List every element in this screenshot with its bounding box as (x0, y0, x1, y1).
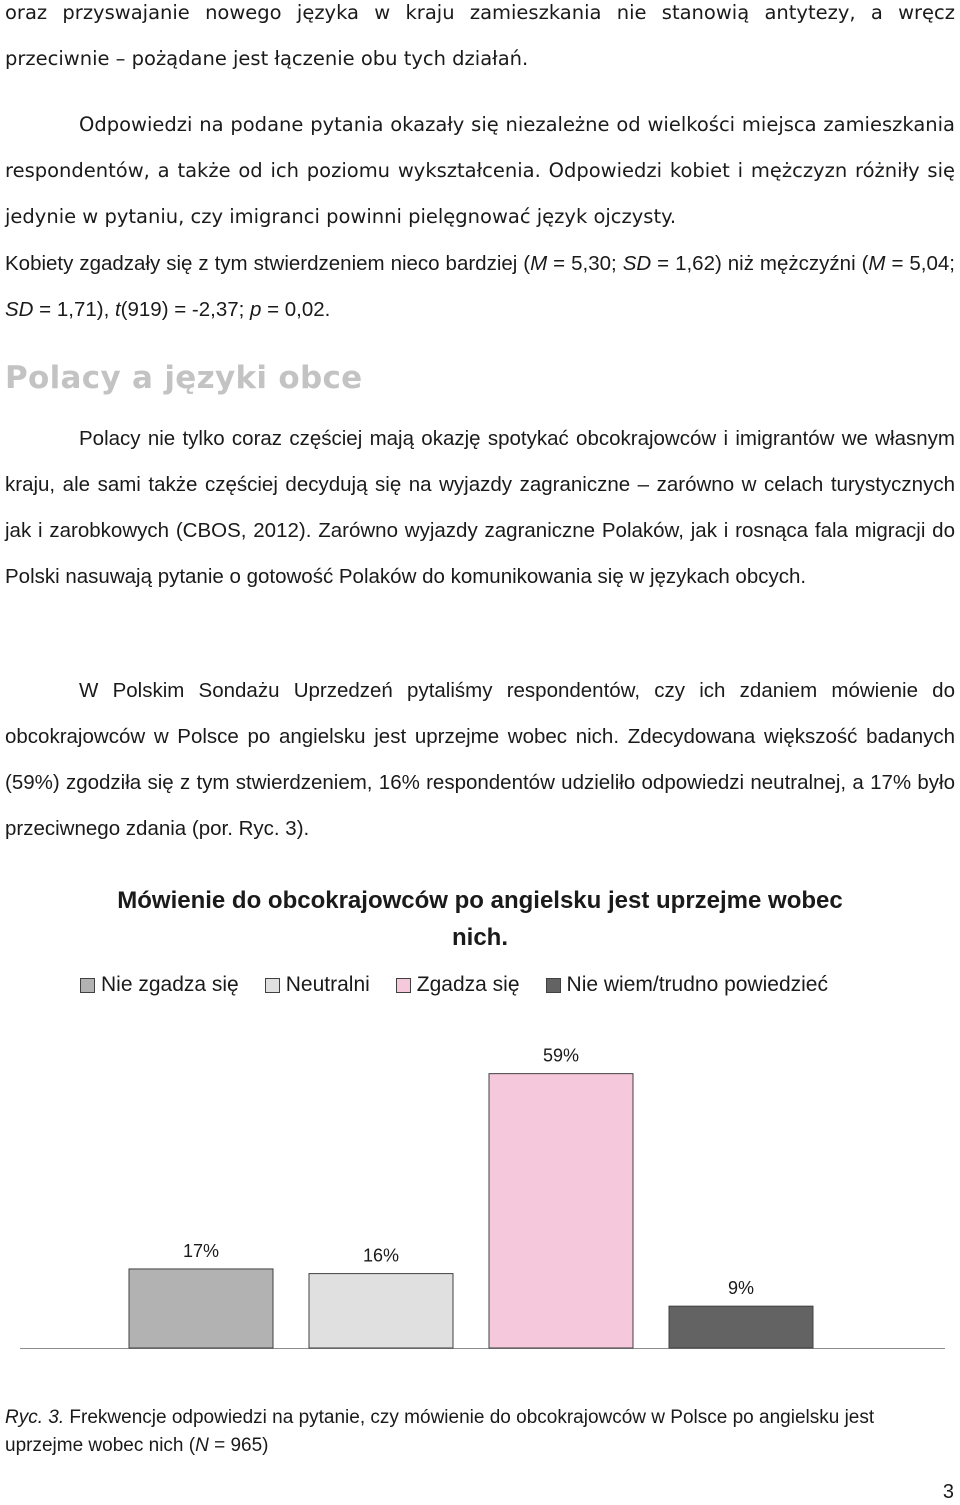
caption-n-symbol: N (195, 1435, 209, 1456)
legend-label-dont-know: Nie wiem/trudno powiedzieć (566, 973, 828, 996)
bar-neutral (309, 1274, 453, 1348)
chart-title: Mówienie do obcokrajowców po angielsku jest uprzejme wobec nich. (117, 887, 843, 951)
legend-label-disagree: Nie zgadza się (101, 973, 239, 996)
legend-swatch-neutral (265, 978, 280, 993)
p3-mean-symbol-2: M (868, 252, 886, 275)
bar-agree (489, 1074, 633, 1348)
legend-item-agree (396, 973, 520, 997)
p3-p-symbol: p (250, 298, 262, 321)
legend-item-dont-know (546, 973, 828, 997)
bar-label-disagree: 17% (182, 1240, 220, 1261)
bar-dont-know (669, 1306, 813, 1348)
chart-legend (80, 968, 854, 1002)
p3-mean-symbol: M (530, 252, 548, 275)
legend-label-agree: Zgadza się (416, 973, 520, 996)
paragraph-1: oraz przyswajanie nowego języka w kraju zamieszkania nie stanowią antytezy, a wręcz przeciwnie – pożądane jest łączenie obu tych działań. (5, 1, 955, 70)
p3-text-3: = 1,62) niż mężczyźni ( (651, 252, 869, 275)
paragraph-4: Polacy nie tylko coraz częściej mają okazję spotykać obcokrajowców i imigrantów we własnym kraju, ale sami także częściej decydują się na wyjazdy zagraniczne – zarówno w celach turystycznych jak i zarobkowych (CBOS, 2012). Zarówno wyjazdy zagraniczne Polaków, jak i rosnąca fala migracji do Polski nasuwają pytanie o gotowość Polaków do komunikowania się w językach obcych. (5, 427, 955, 588)
section-heading: Polacy a języki obce (5, 360, 363, 396)
paragraph-2: Odpowiedzi na podane pytania okazały się niezależne od wielkości miejsca zamieszkania respondentów, a także od ich poziomu wykształcenia. Odpowiedzi kobiet i mężczyzn różniły się jedynie w pytaniu, czy imigranci powinni pielęgnować język ojczysty. (5, 113, 955, 228)
p3-text-5: = 1,71), (33, 298, 115, 321)
legend-label-neutral: Neutralni (285, 973, 370, 996)
p3-text-7: = 0,02. (261, 298, 331, 321)
p3-text-6: (919) = -2,37; (120, 298, 251, 321)
bar-label-agree: 59% (542, 1045, 580, 1066)
p3-text-2: = 5,30; (547, 252, 623, 275)
legend-swatch-agree (396, 978, 411, 993)
legend-item-disagree (80, 973, 239, 997)
figure-caption (5, 1404, 955, 1460)
p3-sd-symbol: SD (622, 252, 652, 275)
p3-sd-symbol-2: SD (5, 298, 34, 321)
bar-label-neutral: 16% (362, 1245, 400, 1266)
bar-disagree (129, 1269, 273, 1348)
caption-text: Frekwencje odpowiedzi na pytanie, czy mówienie do obcokrajowców w Polsce po angielsku jest uprzejme wobec nich ( (5, 1407, 875, 1456)
p3-text-4: = 5,04; (885, 252, 955, 275)
paragraph-5: W Polskim Sondażu Uprzedzeń pytaliśmy respondentów, czy ich zdaniem mówienie do obcokrajowców w Polsce po angielsku jest uprzejme wobec nich. Zdecydowana większość badanych (59%) zgodziła się z tym stwierdzeniem, 16% respondentów udzieliło odpowiedzi neutralnej, a 17% było przeciwnego zdania (por. Ryc. 3). (5, 679, 955, 840)
p3-t-symbol: t (114, 298, 121, 321)
paragraph-3 (5, 241, 955, 333)
legend-swatch-dont-know (546, 978, 561, 993)
caption-label: Ryc. 3. (5, 1407, 65, 1428)
page-number: 3 (942, 1481, 954, 1503)
bar-chart (0, 1000, 960, 1360)
caption-n-value: = 965) (208, 1435, 269, 1456)
bar-label-dont-know: 9% (727, 1278, 755, 1299)
p3-text-1: Kobiety zgadzały się z tym stwierdzeniem nieco bardziej ( (5, 252, 531, 275)
legend-item-neutral (265, 973, 370, 997)
legend-swatch-disagree (80, 978, 95, 993)
